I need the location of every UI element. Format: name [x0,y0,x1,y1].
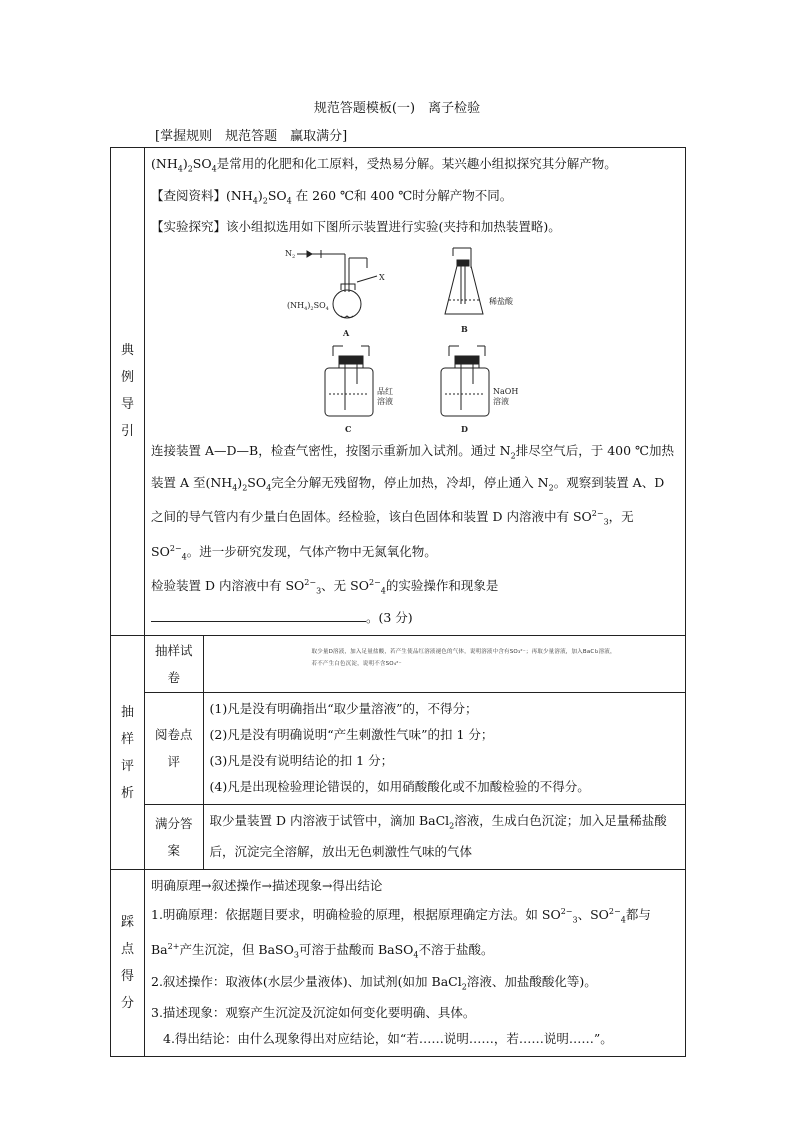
label-c: C [345,424,352,434]
procedure-paragraph: 连接装置 A—D—B，检查气密性，按图示重新加入试剂。通过 $N_2$排尽空气后，于 400 ℃加热装置 A 至$(NH_4)_2SO_4$完全分解无残留物，停止加热，冷却，停止通入 $N_2$。观察到装置 A、D 之间的导气管内有少量白色固体。经检验，该白色固体和装置 D 内溶液中有 $SO^{2-}_3$，无 $SO^{2-}_4$。进一步研究发现，气体产物中无氮氧化物。 [151,443,675,562]
analysis-content [145,635,686,870]
label-d-solution-2: 溶液 [493,397,509,406]
full-answer [203,804,685,869]
scoring-points-section [111,870,686,1057]
review-comments [203,692,685,804]
review-comment-label: 阅卷点 评 [145,692,203,804]
scoring-item-1: 1.明确原理：依据题目要求，明确检验的原理，根据原理确定方法。如 $SO^{2-}_3$、$SO^{2-}_4$都与 $Ba^{2+}$产生沉淀，但 BaSO$_3$可溶于盐酸而 BaSO$_4$不溶于盐酸。 [151,907,651,960]
sample-analysis-section [111,635,686,870]
full-answer-label: 满分答 案 [145,804,203,869]
side-char: 分 [120,996,134,1012]
review-item: (3)凡是没有说明结论的扣 1 分； [209,752,394,768]
material-line: 【查阅资料】$(NH_4)_2SO_4$ 在 260 ℃和 400 ℃时分解产物不同。 [151,187,513,205]
review-item: (2)凡是没有明确说明“产生刺激性气味”的扣 1 分； [209,726,494,742]
example-content [145,148,686,636]
label-b-solution: 稀盐酸 [489,297,513,306]
side-char: 得 [120,969,134,985]
apparatus-figure [285,244,545,434]
answer-blank [151,607,366,622]
label-c-solution-1: 品红 [377,387,393,396]
answer-template-table [110,147,686,1057]
scoring-side-label [111,870,145,1057]
label-d-solution-1: NaOH [493,387,519,396]
side-char: 析 [120,785,134,801]
page-title: 规范答题模板(一) 离子检验 [313,101,481,116]
side-char: 例 [120,370,134,386]
label-a: A [343,328,350,338]
label-nh4so4: $(NH_4)_2SO_4$ [287,301,329,312]
label-c-solution-2: 溶液 [377,397,393,406]
sample-paper-image [203,636,685,693]
side-char: 引 [120,424,134,440]
analysis-table [145,636,685,870]
explore-line: 【实验探究】该小组拟选用如下图所示装置进行实验(夹持和加热装置略)。 [151,219,561,234]
side-char: 导 [120,397,134,413]
scoring-item-3: 3.描述现象：观察产生沉淀及沉淀如何变化要明确、具体。 [151,1005,476,1021]
review-item: (1)凡是没有明确指出“取少量溶液”的，不得分； [209,700,478,716]
side-char: 踩 [120,915,134,931]
svg-text:N2: $N_2$ [285,249,296,260]
scoring-item-2: 2.叙述操作：取液体(水层少量液体)、加试剂(如加 BaCl$_2$溶液、加盐酸酸化等)。 [151,973,597,992]
page-subtitle: [掌握规则 规范答题 赢取满分] [155,129,348,144]
scoring-content [145,870,686,1057]
side-char: 点 [120,942,134,958]
label-x: X [379,273,385,282]
example-side-label [111,148,145,636]
scoring-item-4: 4.得出结论：由什么现象得出对应结论，如“若……说明……，若……说明……”。 [163,1031,613,1047]
review-item: (4)凡是出现检验理论错误的，如用硝酸酸化或不加酸检验的不得分。 [209,778,590,794]
side-char: 样 [120,731,134,747]
label-b: B [461,324,468,334]
apparatus-b [445,248,483,314]
answer-blank-line: 。(3 分) [151,605,679,631]
label-d: D [461,424,468,434]
handwritten-answer: 取少量D溶液，加入足量盐酸，若产生使品红溶液褪色的气体，说明溶液中含有SO₃²⁻；再取少量溶液，加入BaCl₂溶液， 若不产生白色沉淀，说明不含SO₄²⁻ [311,648,616,667]
sample-paper-label: 抽样试 卷 [145,636,203,693]
apparatus-c [325,346,373,416]
intro-line: $(NH_4)_2SO_4$是常用的化肥和化工原料，受热易分解。某兴趣小组拟探究其分解产物。 [151,156,617,174]
analysis-side-label [111,635,145,870]
side-char: 抽 [120,704,134,720]
apparatus-d [441,346,489,416]
side-char: 评 [120,758,134,774]
full-answer-text: 取少量装置 D 内溶液于试管中，滴加 BaCl$_2$溶液，生成白色沉淀；加入足量稀盐酸后，沉淀完全溶解，放出无色刺激性气味的气体 [209,812,667,860]
question-line: 检验装置 D 内溶液中有 $SO^{2-}_3$、无 $SO^{2-}_4$的实验操作和现象是 [151,578,499,596]
scoring-flow: 明确原理→叙述操作→描述现象→得出结论 [151,878,383,894]
example-section [111,148,686,636]
side-char: 典 [120,343,134,359]
